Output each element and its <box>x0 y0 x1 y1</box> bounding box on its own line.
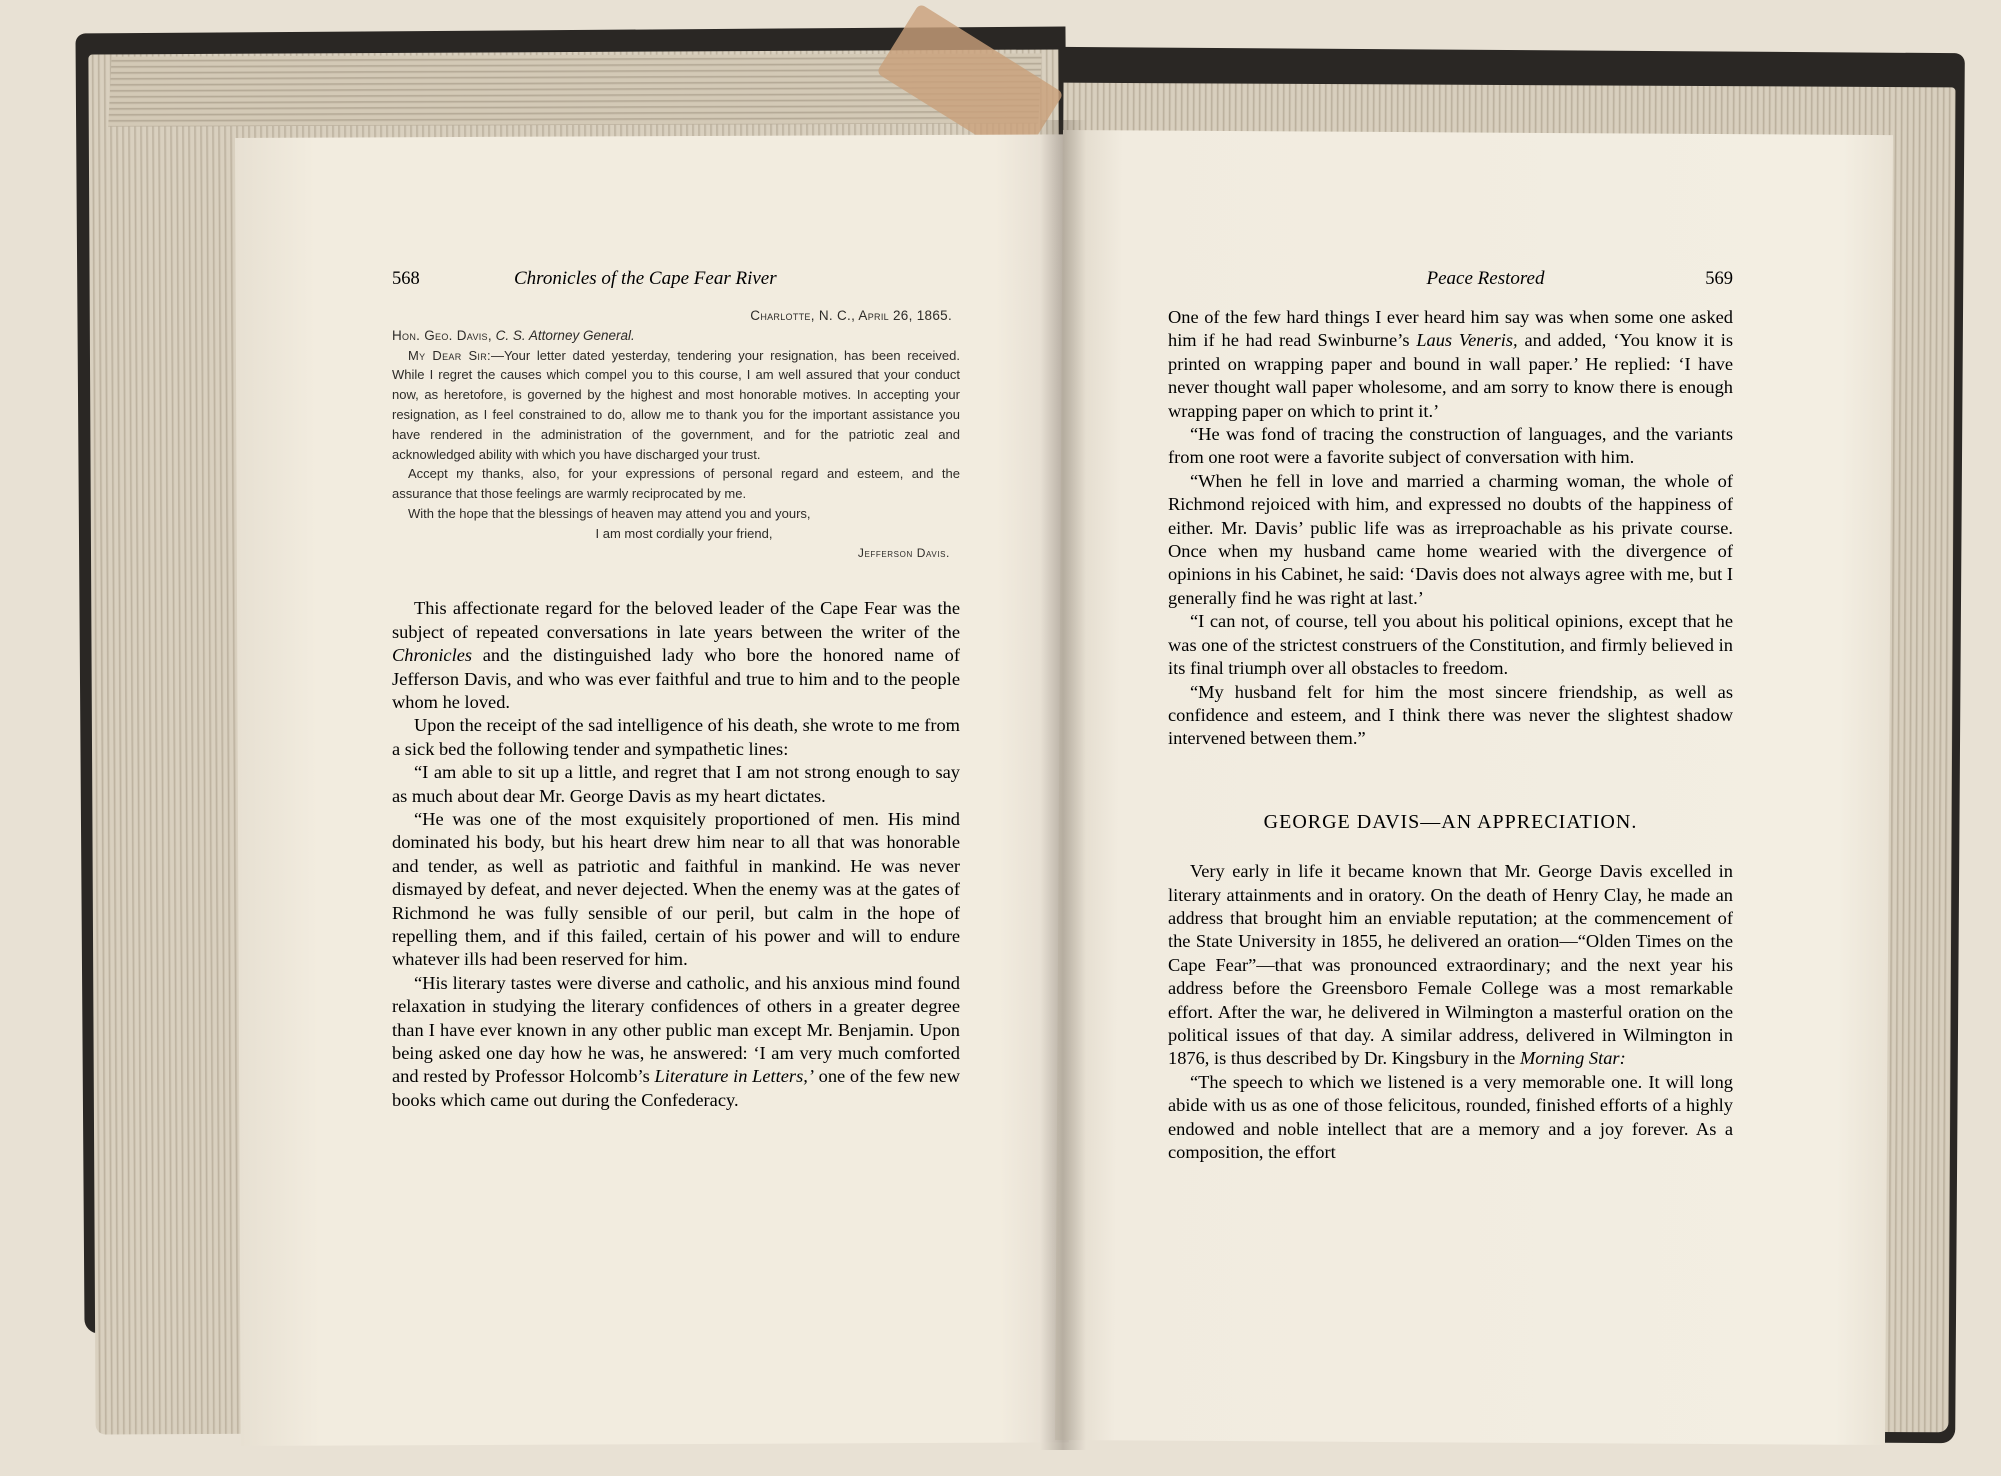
addressee-title: C. S. Attorney General. <box>495 327 635 343</box>
left-page-text <box>392 268 960 1112</box>
letter-paragraph: My Dear Sir:—Your letter dated yesterday, tendering your resignation, has been received. While I regret the causes which compel you to this course, I am well assured that your conduct now, as heretofore, is governed by the highest and most honorable motives. In accepting your resignation, as I feel constrained to do, allow me to thank you for the important assistance you have rendered in the administration of the government, and for the patriotic zeal and acknowledged ability with which you have discharged your trust. <box>392 347 960 462</box>
body-paragraph: “My husband felt for him the most sincere friendship, as well as confidence and esteem, and I think there was never the slightest shadow intervened between them.” <box>1168 681 1733 749</box>
gutter-shadow <box>1040 120 1086 1450</box>
letter-paragraph: Accept my thanks, also, for your expressions of personal regard and esteem, and the assurance that those feelings are warmly reciprocated by me. <box>392 466 960 502</box>
body-paragraph: One of the few hard things I ever heard him say was when some one asked him if he had read Swinburne’s Laus Veneris, and added, ‘You know it is printed on wrapping paper and bound in wall paper.’ He replied: ‘I have never thought wall paper wholesome, and am sorry to know there is enough wrapping paper on which to print it.’ <box>1168 307 1733 421</box>
body-paragraph: “He was fond of tracing the construction of languages, and the variants from one root were a favorite subject of conversation with him. <box>1168 424 1733 468</box>
addressee-name: Hon. Geo. Davis, <box>392 327 492 343</box>
letter-block <box>392 306 960 563</box>
body-paragraph: “His literary tastes were diverse and catholic, and his anxious mind found relaxation in studying the literary confidences of others in a greater degree than I have ever known in any other public man except Mr. Benjamin. Upon being asked one day how he was, he answered: ‘I am very much comforted and rested by Professor Holcomb’s Literature in Letters,’ one of the few new books which came out during the Confederacy. <box>392 972 960 1110</box>
letter-addressee <box>392 326 960 346</box>
body-paragraph: Very early in life it became known that Mr. George Davis excelled in literary attainments and in oratory. On the death of Henry Clay, he made an address that brought him an enviable reputation; at the commencement of the State University in 1855, he delivered an oration—“Olden Times on the Cape Fear”—that was pronounced extraordinary; and the next year his address before the Greensboro Female College was a most remarkable effort. After the war, he delivered in Wilmington a masterful oration on the political issues of that day. A similar address, delivered in Wilmington in 1876, is thus described by Dr. Kingsbury in the Morning Star: <box>1168 861 1733 1069</box>
body-paragraph: “When he fell in love and married a charming woman, the whole of Richmond rejoiced with him, and expressed no doubts of the happiness of either. Mr. Davis’ public life was as irreproachable as his private course. Once when my husband came home wearied with the divergence of opinions in his Cabinet, he said: ‘Davis does not always agree with me, but I generally find he was right at last.’ <box>1168 470 1733 608</box>
body-paragraph: This affectionate regard for the beloved leader of the Cape Fear was the subject of repeated conversations in late years between the writer of the Chronicles and the distinguished lady who bore the honored name of Jefferson Davis, and who was ever faithful and true to him and to the people whom he loved. <box>392 598 960 712</box>
body-paragraph: “I can not, of course, tell you about his political opinions, except that he was one of the strictest construers of the Constitution, and firmly believed in its final triumph over all obstacles to freedom. <box>1168 611 1733 679</box>
body-paragraph: “The speech to which we listened is a very memorable one. It will long abide with us as one of those felicitous, rounded, finished efforts of a highly endowed and noble intellect that are a memory and a joy forever. As a composition, the effort <box>1168 1071 1733 1162</box>
section-heading: GEORGE DAVIS—AN APPRECIATION. <box>1263 810 1638 833</box>
letter-salutation: My Dear Sir: <box>408 347 491 363</box>
left-running-header <box>392 268 960 306</box>
letter-signature: Jefferson Davis. <box>857 545 950 560</box>
body-paragraph: “He was one of the most exquisitely proportioned of men. His mind dominated his body, but his heart drew him near to all that was honorable and tender, as well as patriotic and faithful in mankind. He was never dismayed by defeat, and never dejected. When the enemy was at the gates of Richmond he was fully sensible of our peril, but calm in the hope of repelling them, and if this failed, certain of his power and will to endure whatever ills had been reserved for him. <box>392 809 960 970</box>
body-paragraph: “I am able to sit up a little, and regret that I am not strong enough to say as much about dear Mr. George Davis as my heart dictates. <box>392 762 960 806</box>
right-body-text <box>1168 306 1733 1164</box>
letter-place-date: Charlotte, N. C., April 26, 1865. <box>750 308 952 323</box>
body-paragraph: Upon the receipt of the sad intelligence of his death, she wrote to me from a sick bed the following tender and sympathetic lines: <box>392 715 960 759</box>
right-running-header <box>1168 268 1733 306</box>
right-page-text <box>1168 268 1733 1164</box>
right-running-title: Peace Restored <box>1426 268 1545 289</box>
letter-closing: I am most cordially your friend, <box>595 525 773 541</box>
letter-paragraph: With the hope that the blessings of heaven may attend you and yours, <box>408 505 811 521</box>
right-page-number: 569 <box>1705 269 1733 289</box>
left-page-number: 568 <box>392 269 420 289</box>
left-running-title: Chronicles of the Cape Fear River <box>514 268 777 289</box>
left-body-text <box>392 597 960 1112</box>
